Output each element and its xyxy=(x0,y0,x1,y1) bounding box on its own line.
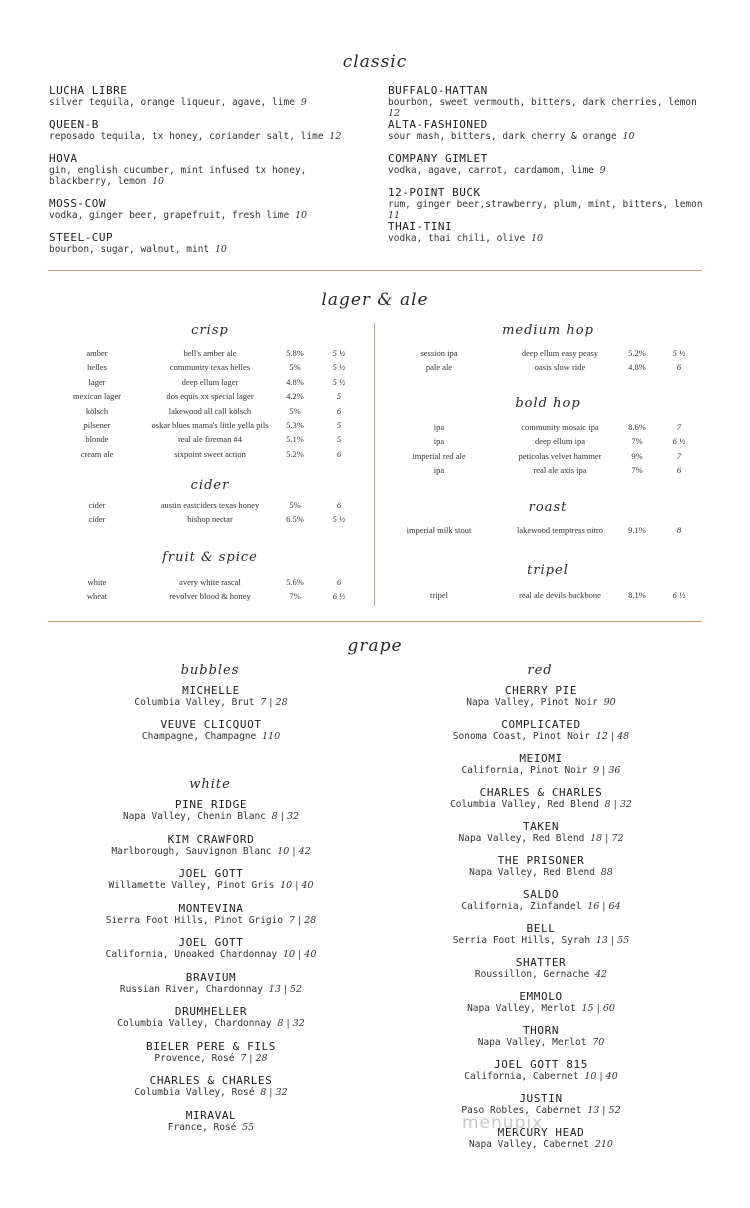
wine-name: BIELER PERE & FILS xyxy=(145,1039,276,1053)
beer-price: 5 ½ xyxy=(332,514,346,525)
beer-row xyxy=(0,589,750,601)
classic-item xyxy=(388,221,708,255)
beer-price: 6 ½ xyxy=(672,590,686,600)
subsection-title-tripel: tripel xyxy=(527,563,569,578)
wine-price: 9 | 36 xyxy=(593,765,621,776)
wine-price: 15 | 60 xyxy=(581,1003,615,1014)
section-title-grape: grape xyxy=(347,636,403,656)
beer-style: amber xyxy=(86,348,108,358)
wine-price: 7 | 28 xyxy=(240,1052,268,1064)
beer-name: peticolas velvet hammer xyxy=(518,450,602,461)
classic-item xyxy=(388,153,708,187)
wine-desc: Napa Valley, Cabernet 210 xyxy=(469,1139,613,1150)
beer-row xyxy=(0,499,750,511)
wine-item xyxy=(61,937,361,972)
wine-name: JOEL GOTT xyxy=(178,867,244,880)
wine-desc: California, Zinfandel 16 | 64 xyxy=(461,901,621,912)
wine-name: JUSTIN xyxy=(519,1092,563,1105)
wine-item xyxy=(391,991,691,1025)
wine-price: 13 | 52 xyxy=(268,983,303,995)
beer-price: 6 xyxy=(336,405,342,416)
beer-abv: 4.8% xyxy=(628,362,646,373)
classic-item xyxy=(49,153,369,198)
cocktail-name: QUEEN-B xyxy=(49,118,99,131)
wine-price: 70 xyxy=(592,1037,605,1048)
beer-abv: 5.6% xyxy=(286,577,304,587)
wine-item xyxy=(391,1025,691,1059)
wine-name: CHARLES & CHARLES xyxy=(149,1074,273,1087)
divider xyxy=(48,270,702,271)
wine-desc: Paso Robles, Cabernet 13 | 52 xyxy=(461,1105,621,1116)
beer-row xyxy=(0,421,750,433)
wine-name: SHATTER xyxy=(515,956,567,969)
cocktail-price: 10 xyxy=(622,131,635,142)
cocktail-price: 11 xyxy=(388,210,401,221)
subsection-title-bold-hop: bold hop xyxy=(515,396,581,411)
classic-item xyxy=(388,187,708,221)
wine-price: 8 | 32 xyxy=(271,811,300,822)
wine-name: THORN xyxy=(522,1024,560,1037)
beer-style: tripel xyxy=(430,590,448,600)
cocktail-name: COMPANY GIMLET xyxy=(388,152,488,165)
watermark: menupix xyxy=(462,1113,544,1133)
beer-name: real ale axis ipa xyxy=(533,465,587,476)
wine-item xyxy=(61,868,361,903)
beer-price: 8 xyxy=(676,525,682,535)
beer-abv: 5.3% xyxy=(286,420,304,430)
beer-name: oasis slow ride xyxy=(534,362,586,373)
cocktail-name: BUFFALO-HATTAN xyxy=(388,84,488,97)
wine-price: 12 | 48 xyxy=(595,731,630,742)
cocktail-desc: gin, english cucumber, mint infused tx honey, blackberry, lemon 10 xyxy=(49,165,307,187)
beer-style: ipa xyxy=(433,422,445,432)
wine-price: 18 | 72 xyxy=(590,833,624,844)
cocktail-desc: bourbon, sweet vermouth, bitters, dark cherries, lemon 12 xyxy=(388,97,697,119)
wine-item xyxy=(391,753,691,787)
beer-price: 5 ½ xyxy=(332,348,346,358)
wine-desc: Russian River, Chardonnay 13 | 52 xyxy=(119,983,303,995)
beer-style: wheat xyxy=(86,591,108,602)
cocktail-price: 10 xyxy=(531,233,544,244)
classic-item xyxy=(388,85,708,119)
wine-name: MERCURY HEAD xyxy=(497,1126,585,1139)
wine-desc: California, Cabernet 10 | 40 xyxy=(464,1071,618,1082)
subsection-title-red: red xyxy=(527,663,553,678)
wine-desc: Napa Valley, Merlot 70 xyxy=(477,1037,605,1048)
cocktail-price: 12 xyxy=(388,108,401,119)
wine-name: MONTEVINA xyxy=(178,901,244,915)
beer-style: pale ale xyxy=(425,362,453,373)
wine-name: THE PRISONER xyxy=(497,854,585,867)
wine-desc: Napa Valley, Pinot Noir 90 xyxy=(466,697,616,708)
wine-name: VEUVE CLICQUOT xyxy=(160,718,262,731)
beer-name: austin eastciders texas honey xyxy=(160,500,260,510)
cocktail-name: 12-POINT BUCK xyxy=(388,186,481,199)
beer-row xyxy=(0,435,750,447)
wine-desc: Champagne, Champagne 110 xyxy=(141,731,281,742)
beer-style: cider xyxy=(88,514,106,525)
wine-price: 8 | 32 xyxy=(604,799,632,810)
beer-style: mexican lager xyxy=(73,391,121,402)
wine-price: 8 | 32 xyxy=(260,1087,288,1098)
wine-name: MEIOMI xyxy=(519,752,563,765)
wine-desc: Columbia Valley, Rosé 8 | 32 xyxy=(134,1087,288,1098)
wine-item xyxy=(61,1075,361,1110)
beer-row xyxy=(0,376,750,388)
wine-desc: France, Rosé 55 xyxy=(167,1121,255,1133)
wine-desc: Napa Valley, Red Blend 88 xyxy=(469,867,613,878)
beer-style: cream ale xyxy=(80,448,114,459)
wine-desc: California, Pinot Noir 9 | 36 xyxy=(461,765,621,776)
beer-abv: 5.1% xyxy=(286,434,304,445)
beer-name: bell's amber ale xyxy=(183,348,237,358)
beer-style: imperial milk stout xyxy=(406,525,472,535)
wine-price: 90 xyxy=(603,697,616,708)
subsection-title-cider: cider xyxy=(190,478,230,493)
wine-name: CHARLES & CHARLES xyxy=(479,786,603,799)
beer-abv: 4.2% xyxy=(286,391,304,402)
subsection-title-medium-hop: medium hop xyxy=(502,323,594,338)
beer-abv: 9% xyxy=(631,450,643,461)
beer-style: white xyxy=(87,577,107,587)
beer-row xyxy=(0,576,750,588)
wine-desc: Napa Valley, Red Blend 18 | 72 xyxy=(458,833,624,844)
wine-item xyxy=(61,903,361,938)
cocktail-desc: rum, ginger beer,strawberry, plum, mint, bitters, lemon 11 xyxy=(388,199,703,221)
wine-desc: Sonoma Coast, Pinot Noir 12 | 48 xyxy=(452,731,630,742)
cocktail-name: THAI-TINI xyxy=(388,220,453,233)
wine-desc: Roussillon, Gernache 42 xyxy=(474,969,608,980)
cocktail-desc: sour mash, bitters, dark cherry & orange 10 xyxy=(388,131,635,142)
beer-price: 6 ½ xyxy=(332,591,346,602)
wine-item xyxy=(61,972,361,1007)
beer-row xyxy=(0,390,750,402)
wine-desc: Columbia Valley, Brut 7 | 28 xyxy=(134,697,288,708)
beer-row xyxy=(0,464,750,476)
beer-name: sixpoint sweet action xyxy=(174,448,246,459)
cocktail-name: LUCHA LIBRE xyxy=(49,84,128,97)
cocktail-price: 9 xyxy=(300,97,307,108)
wine-price: 55 xyxy=(242,1121,255,1133)
wine-white-list xyxy=(61,799,361,1144)
wine-price: 88 xyxy=(600,867,613,878)
cocktail-price: 10 xyxy=(294,210,308,221)
wine-price: 210 xyxy=(594,1139,613,1150)
beer-style: ipa xyxy=(433,465,445,476)
wine-item xyxy=(391,1059,691,1093)
wine-item xyxy=(391,821,691,855)
beer-name: real ale devils backbone xyxy=(519,590,601,600)
wine-name: MIRAVAL xyxy=(185,1108,237,1122)
beer-name: lakewood all call kölsch xyxy=(168,405,252,416)
wine-price: 13 | 52 xyxy=(587,1105,621,1116)
wine-item xyxy=(391,923,691,957)
cocktail-price: 9 xyxy=(599,165,606,176)
wine-name: CHERRY PIE xyxy=(504,684,578,697)
wine-name: MICHELLE xyxy=(182,684,240,697)
wine-item xyxy=(61,1110,361,1145)
wine-item xyxy=(391,957,691,991)
subsection-title-white: white xyxy=(189,777,231,792)
wine-item xyxy=(391,685,691,719)
classic-item xyxy=(49,198,369,232)
beer-name: lakewood temptress nitro xyxy=(517,525,603,535)
classic-left-column xyxy=(49,85,369,266)
wine-desc: Provence, Rosé 7 | 28 xyxy=(154,1052,268,1064)
beer-row xyxy=(0,524,750,536)
classic-item xyxy=(49,85,369,119)
beer-name: oskar blues mama's little yella pils xyxy=(151,420,269,430)
beer-abv: 5% xyxy=(289,405,301,416)
wine-price: 10 | 40 xyxy=(584,1071,618,1082)
wine-desc: Marlborough, Sauvignon Blanc 10 | 42 xyxy=(111,845,311,857)
cocktail-name: HOVA xyxy=(49,152,78,165)
wine-price: 8 | 32 xyxy=(277,1018,305,1029)
wine-desc: Napa Valley, Chenin Blanc 8 | 32 xyxy=(122,811,300,822)
cocktail-desc: bourbon, sugar, walnut, mint 10 xyxy=(49,244,227,255)
wine-desc: Willamette Valley, Pinot Gris 10 | 40 xyxy=(108,880,314,891)
beer-abv: 7% xyxy=(631,436,643,447)
beer-name: bishop nectar xyxy=(187,514,233,525)
beer-price: 6 xyxy=(676,465,682,476)
cocktail-name: MOSS-COW xyxy=(49,197,106,210)
classic-item xyxy=(49,232,369,266)
beer-price: 7 xyxy=(676,450,682,461)
wine-name: JOEL GOTT 815 xyxy=(494,1058,588,1071)
wine-name: TAKEN xyxy=(522,820,560,833)
wine-name: EMMOLO xyxy=(519,990,563,1003)
cocktail-desc: reposado tequila, tx honey, coriander salt, lime 12 xyxy=(49,131,342,142)
beer-style: pilsener xyxy=(83,420,111,430)
section-title-lager-ale: lager & ale xyxy=(321,290,429,310)
beer-abv: 8.6% xyxy=(628,422,646,432)
wine-name: BELL xyxy=(526,922,556,935)
classic-right-column xyxy=(388,85,708,255)
subsection-title-fruit-spice: fruit & spice xyxy=(162,550,258,565)
beer-abv: 5.2% xyxy=(286,448,304,459)
section-title-classic: classic xyxy=(342,52,408,72)
beer-style: helles xyxy=(87,362,107,373)
wine-name: BRAVIUM xyxy=(185,970,237,984)
wine-bubbles-list xyxy=(61,685,361,753)
cocktail-price: 12 xyxy=(329,131,342,142)
wine-name: SALDO xyxy=(522,888,560,901)
beer-name: community mosaic ipa xyxy=(521,422,599,432)
wine-price: 10 | 40 xyxy=(280,880,314,891)
subsection-title-bubbles: bubbles xyxy=(180,663,240,678)
beer-abv: 5.8% xyxy=(286,348,304,358)
wine-price: 10 | 40 xyxy=(282,949,317,960)
cocktail-desc: vodka, agave, carrot, cardamom, lime 9 xyxy=(388,165,606,176)
beer-abv: 6.5% xyxy=(286,514,304,525)
beer-price: 6 xyxy=(676,362,682,373)
subsection-title-roast: roast xyxy=(528,500,568,515)
beer-name: community texas helles xyxy=(169,362,251,373)
wine-desc: Napa Valley, Merlot 15 | 60 xyxy=(467,1003,615,1014)
beer-abv: 5.2% xyxy=(628,348,646,358)
wine-name: KIM CRAWFORD xyxy=(167,832,255,846)
beer-price: 6 ½ xyxy=(672,436,686,447)
cocktail-desc: vodka, thai chili, olive 10 xyxy=(388,233,544,244)
beer-style: blonde xyxy=(85,434,109,445)
beer-price: 5 ½ xyxy=(332,362,346,373)
beer-row xyxy=(0,361,750,373)
wine-red-list xyxy=(391,685,691,1161)
beer-price: 6 xyxy=(336,577,342,587)
wine-item xyxy=(391,719,691,753)
wine-item xyxy=(61,719,361,753)
wine-name: COMPLICATED xyxy=(501,718,581,731)
wine-price: 7 | 28 xyxy=(288,914,317,926)
subsection-title-crisp: crisp xyxy=(191,323,229,338)
classic-item xyxy=(388,119,708,153)
beer-price: 5 xyxy=(336,420,342,430)
divider xyxy=(48,621,702,622)
beer-name: deep ellum ipa xyxy=(534,436,586,447)
classic-item xyxy=(49,119,369,153)
wine-desc: California, Unoaked Chardonnay 10 | 40 xyxy=(105,949,317,960)
wine-price: 7 | 28 xyxy=(260,697,288,708)
beer-name: deep ellum easy peasy xyxy=(521,348,599,358)
wine-desc: Columbia Valley, Chardonnay 8 | 32 xyxy=(117,1018,305,1029)
beer-price: 7 xyxy=(676,422,682,432)
beer-style: ipa xyxy=(433,436,445,447)
beer-price: 5 ½ xyxy=(332,376,346,387)
wine-price: 42 xyxy=(595,969,608,980)
beer-name: dos equis xx special lager xyxy=(166,391,254,402)
beer-abv: 5% xyxy=(289,500,301,510)
beer-style: session ipa xyxy=(420,348,458,358)
wine-desc: Sierra Foot Hills, Pinot Grigio 7 | 28 xyxy=(105,914,317,926)
beer-row xyxy=(0,450,750,462)
cocktail-name: ALTA-FASHIONED xyxy=(388,118,488,131)
wine-item xyxy=(391,787,691,821)
beer-style: cider xyxy=(88,500,106,510)
cocktail-desc: silver tequila, orange liqueur, agave, lime 9 xyxy=(49,97,307,108)
beer-name: deep ellum lager xyxy=(181,376,239,387)
wine-price: 16 | 64 xyxy=(587,901,621,912)
wine-price: 10 | 42 xyxy=(277,845,311,857)
wine-desc: Columbia Valley, Red Blend 8 | 32 xyxy=(450,799,632,810)
wine-item xyxy=(61,1006,361,1041)
wine-item xyxy=(391,889,691,923)
beer-abv: 7% xyxy=(631,465,643,476)
wine-item xyxy=(61,799,361,834)
beer-style: imperial red ale xyxy=(412,450,466,461)
wine-name: JOEL GOTT xyxy=(178,936,244,949)
beer-price: 5 ½ xyxy=(672,348,686,358)
wine-item xyxy=(61,834,361,869)
wine-price: 13 | 55 xyxy=(595,935,630,946)
wine-item xyxy=(61,685,361,719)
wine-price: 110 xyxy=(261,731,281,742)
beer-style: kölsch xyxy=(85,405,109,416)
beer-abv: 4.8% xyxy=(286,376,304,387)
beer-price: 6 xyxy=(336,500,342,510)
wine-item xyxy=(61,1041,361,1076)
beer-row xyxy=(0,405,750,417)
beer-abv: 8.1% xyxy=(628,590,646,600)
wine-name: DRUMHELLER xyxy=(174,1005,248,1018)
beer-price: 6 xyxy=(336,448,342,459)
wine-name: PINE RIDGE xyxy=(174,798,248,811)
wine-desc: Serria Foot Hills, Syrah 13 | 55 xyxy=(452,935,630,946)
beer-abv: 5% xyxy=(289,362,301,373)
cocktail-name: STEEL-CUP xyxy=(49,231,114,244)
beer-name: real ale fireman #4 xyxy=(178,434,242,445)
wine-item xyxy=(391,855,691,889)
beer-price: 5 xyxy=(336,434,342,445)
beer-name: revolver blood & honey xyxy=(169,591,251,602)
beer-abv: 7% xyxy=(289,591,301,602)
beer-name: avery white rascal xyxy=(179,577,241,587)
cocktail-desc: vodka, ginger beer, grapefruit, fresh lime 10 xyxy=(49,210,308,221)
beer-row xyxy=(0,347,750,359)
beer-price: 5 xyxy=(336,391,342,402)
cocktail-price: 10 xyxy=(214,244,227,255)
cocktail-price: 10 xyxy=(151,176,165,187)
beer-abv: 9.1% xyxy=(628,525,646,535)
beer-style: lager xyxy=(88,376,106,387)
